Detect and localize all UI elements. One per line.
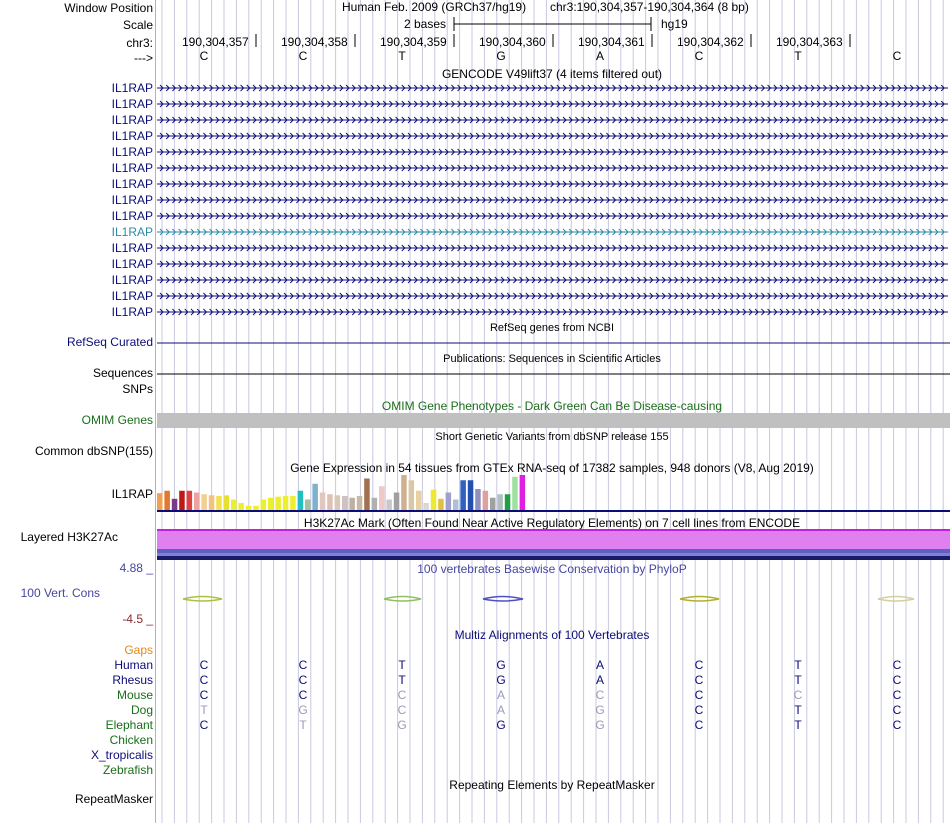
gtex-bar xyxy=(312,484,318,510)
gtex-bar xyxy=(394,493,400,511)
snps-label[interactable]: SNPs xyxy=(122,382,153,396)
gtex-bar xyxy=(483,491,489,510)
base-letter: A xyxy=(595,49,605,63)
alignment-base: C xyxy=(199,718,209,732)
alignment-base: C xyxy=(694,718,704,732)
omim-title: OMIM Gene Phenotypes - Dark Green Can Be Disease-causing xyxy=(381,399,723,413)
gtex-bar xyxy=(468,480,474,510)
alignment-base: T xyxy=(200,703,208,717)
alignment-base: G xyxy=(496,718,506,732)
gtex-bar xyxy=(497,494,503,510)
alignment-base: C xyxy=(793,688,803,702)
alignment-base: C xyxy=(298,658,308,672)
multiz-title: Multiz Alignments of 100 Vertebrates xyxy=(454,628,650,642)
alignment-base: C xyxy=(694,673,704,687)
gene-label[interactable]: IL1RAP xyxy=(111,161,153,175)
gtex-title: Gene Expression in 54 tissues from GTEx RNA-seq of 17382 samples, 948 donors (V8, Aug 2019) xyxy=(290,461,814,475)
alignment-base: C xyxy=(694,658,704,672)
alignment-base: T xyxy=(299,718,307,732)
gtex-bar xyxy=(179,491,185,510)
gtex-bar xyxy=(416,491,422,510)
alignment-base: C xyxy=(892,658,902,672)
window-position-label: Window Position xyxy=(64,1,153,15)
base-letter: C xyxy=(892,49,902,63)
alignment-base: C xyxy=(199,688,209,702)
base-letter: C xyxy=(694,49,704,63)
gene-label[interactable]: IL1RAP xyxy=(111,177,153,191)
gtex-bar xyxy=(438,499,444,510)
phylop-mark xyxy=(680,597,719,602)
gene-label[interactable]: IL1RAP xyxy=(111,113,153,127)
gene-label[interactable]: IL1RAP xyxy=(111,257,153,271)
gene-label[interactable]: IL1RAP xyxy=(111,97,153,111)
gene-label[interactable]: IL1RAP xyxy=(111,241,153,255)
base-letter: C xyxy=(298,49,308,63)
gtex-bar xyxy=(298,491,304,510)
alignment-base: A xyxy=(595,673,605,687)
gtex-bar xyxy=(423,503,429,510)
h3k27ac-band xyxy=(157,549,950,553)
phylop-title: 100 vertebrates Basewise Conservation by PhyloP xyxy=(417,562,687,576)
species-label[interactable]: Dog xyxy=(130,703,153,717)
alignment-base: T xyxy=(398,673,406,687)
gene-label[interactable]: IL1RAP xyxy=(111,193,153,207)
gtex-bar xyxy=(431,490,437,510)
chrom-label: chr3: xyxy=(126,36,153,50)
gene-label[interactable]: IL1RAP xyxy=(111,289,153,303)
phylop-mark xyxy=(183,597,222,602)
h3k27ac-fill xyxy=(157,530,950,549)
repeatmasker-title: Repeating Elements by RepeatMasker xyxy=(449,778,655,792)
gtex-bar xyxy=(231,500,237,511)
gene-label[interactable]: IL1RAP xyxy=(111,209,153,223)
ruler-tick-label: 190,304,362 xyxy=(677,35,744,49)
alignment-base: G xyxy=(595,718,605,732)
species-label[interactable]: Zebrafish xyxy=(102,763,153,777)
alignment-base: G xyxy=(496,658,506,672)
alignment-base: T xyxy=(794,658,802,672)
gtex-bar xyxy=(520,475,526,510)
assembly-title: Human Feb. 2009 (GRCh37/hg19) xyxy=(342,0,527,14)
gtex-bar xyxy=(453,500,459,511)
alignment-base: C xyxy=(298,688,308,702)
species-label[interactable]: Human xyxy=(114,658,153,672)
omim-label[interactable]: OMIM Genes xyxy=(81,413,153,427)
alignment-base: C xyxy=(397,703,407,717)
gtex-bar xyxy=(164,491,170,510)
gene-label[interactable]: IL1RAP xyxy=(111,225,153,239)
gtex-bar xyxy=(379,486,385,510)
alignment-base: C xyxy=(694,703,704,717)
alignment-base: T xyxy=(398,658,406,672)
dbsnp-title: Short Genetic Variants from dbSNP release 155 xyxy=(435,431,669,443)
alignment-base: T xyxy=(794,703,802,717)
ruler-tick-label: 190,304,358 xyxy=(281,35,348,49)
gtex-bar xyxy=(201,494,207,510)
gtex-bar xyxy=(327,494,333,510)
gtex-bar xyxy=(157,493,163,510)
gtex-bar xyxy=(372,498,378,510)
h3k27ac-band xyxy=(157,553,950,556)
gene-label[interactable]: IL1RAP xyxy=(111,129,153,143)
gtex-bar xyxy=(187,491,193,510)
strand-label: ---> xyxy=(134,51,153,65)
gtex-bar xyxy=(357,496,363,510)
gtex-bar xyxy=(505,494,511,510)
h3k27ac-title: H3K27Ac Mark (Often Found Near Active Regulatory Elements) on 7 cell lines from ENCODE xyxy=(303,516,801,530)
refseq-label[interactable]: RefSeq Curated xyxy=(66,335,153,349)
gtex-gene-label[interactable]: IL1RAP xyxy=(111,487,153,501)
alignment-base: T xyxy=(794,718,802,732)
gtex-bar xyxy=(490,498,496,510)
gtex-bar xyxy=(512,477,518,510)
alignment-base: C xyxy=(892,673,902,687)
gencode-title: GENCODE V49lift37 (4 items filtered out) xyxy=(441,67,663,81)
gene-label[interactable]: IL1RAP xyxy=(111,305,153,319)
gtex-bar xyxy=(283,496,289,510)
scale-label: Scale xyxy=(122,18,153,32)
alignment-base: G xyxy=(496,673,506,687)
alignment-base: C xyxy=(199,673,209,687)
gtex-bar xyxy=(216,496,222,510)
gtex-bar xyxy=(460,480,466,510)
gtex-bar xyxy=(253,506,259,510)
alignment-base: C xyxy=(298,673,308,687)
h3k27ac-band xyxy=(157,556,950,560)
phylop-mark xyxy=(878,597,914,602)
ruler-tick-label: 190,304,361 xyxy=(578,35,645,49)
species-label[interactable]: Gaps xyxy=(124,643,153,657)
gtex-bar xyxy=(261,500,267,511)
gtex-bar xyxy=(475,489,481,510)
refseq-title: RefSeq genes from NCBI xyxy=(489,322,615,334)
alignment-base: A xyxy=(496,703,506,717)
gtex-bar xyxy=(194,493,200,511)
gtex-bar xyxy=(342,496,348,510)
gtex-bar xyxy=(224,495,230,510)
dbsnp-label[interactable]: Common dbSNP(155) xyxy=(34,444,153,458)
phylop-mark xyxy=(483,597,523,602)
omim-bar xyxy=(157,413,950,428)
species-label[interactable]: Chicken xyxy=(109,733,153,747)
gtex-bar xyxy=(246,506,252,510)
gtex-bar xyxy=(409,480,415,510)
alignment-base: C xyxy=(397,688,407,702)
gtex-bar xyxy=(305,500,311,511)
gtex-bar xyxy=(335,495,341,510)
ruler-tick-label: 190,304,360 xyxy=(479,35,546,49)
alignment-base: C xyxy=(595,688,605,702)
alignment-base: G xyxy=(397,718,407,732)
gene-label[interactable]: IL1RAP xyxy=(111,145,153,159)
alignment-base: C xyxy=(694,688,704,702)
alignment-base: G xyxy=(298,703,308,717)
gtex-bar xyxy=(172,499,178,510)
gene-label[interactable]: IL1RAP xyxy=(111,81,153,95)
alignment-base: T xyxy=(794,673,802,687)
alignment-base: C xyxy=(199,658,209,672)
gtex-bar xyxy=(401,475,407,510)
gene-label[interactable]: IL1RAP xyxy=(111,273,153,287)
gtex-bar xyxy=(290,496,296,510)
cons-label[interactable]: 100 Vert. Cons xyxy=(20,586,100,600)
ruler-tick-label: 190,304,363 xyxy=(776,35,843,49)
repeatmasker-label[interactable]: RepeatMasker xyxy=(74,792,153,806)
phylop-mark xyxy=(384,597,421,602)
species-label[interactable]: X_tropicalis xyxy=(90,748,153,762)
species-label[interactable]: Mouse xyxy=(116,688,153,702)
scale-text: 2 bases xyxy=(404,17,447,31)
gtex-bar xyxy=(209,495,215,510)
gtex-bar xyxy=(349,498,355,510)
gtex-bar xyxy=(386,500,392,511)
cons-max-label: 4.88 _ xyxy=(119,561,153,575)
alignment-base: A xyxy=(595,658,605,672)
pubs-title: Publications: Sequences in Scientific Articles xyxy=(443,353,661,365)
position-readout: chr3:190,304,357-190,304,364 (8 bp) xyxy=(550,0,749,14)
species-label[interactable]: Rhesus xyxy=(112,673,153,687)
base-letter: T xyxy=(398,49,406,63)
base-letter: G xyxy=(496,49,506,63)
base-letter: T xyxy=(794,49,802,63)
gtex-bar xyxy=(446,493,452,511)
h3k27ac-label[interactable]: Layered H3K27Ac xyxy=(20,530,118,544)
ruler-tick-label: 190,304,357 xyxy=(182,35,249,49)
alignment-base: C xyxy=(892,703,902,717)
base-letter: C xyxy=(199,49,209,63)
alignment-base: C xyxy=(892,718,902,732)
cons-min-label: -4.5 _ xyxy=(122,612,153,626)
scale-db: hg19 xyxy=(661,17,688,31)
gtex-bar xyxy=(364,479,370,511)
ruler-tick-label: 190,304,359 xyxy=(380,35,447,49)
gtex-bar xyxy=(268,498,274,510)
gtex-bar xyxy=(238,503,244,510)
alignment-base: A xyxy=(496,688,506,702)
gtex-bar xyxy=(320,493,326,511)
gtex-bar xyxy=(275,497,281,510)
alignment-base: G xyxy=(595,703,605,717)
sequences-label[interactable]: Sequences xyxy=(92,366,153,380)
species-label[interactable]: Elephant xyxy=(105,718,153,732)
alignment-base: C xyxy=(892,688,902,702)
